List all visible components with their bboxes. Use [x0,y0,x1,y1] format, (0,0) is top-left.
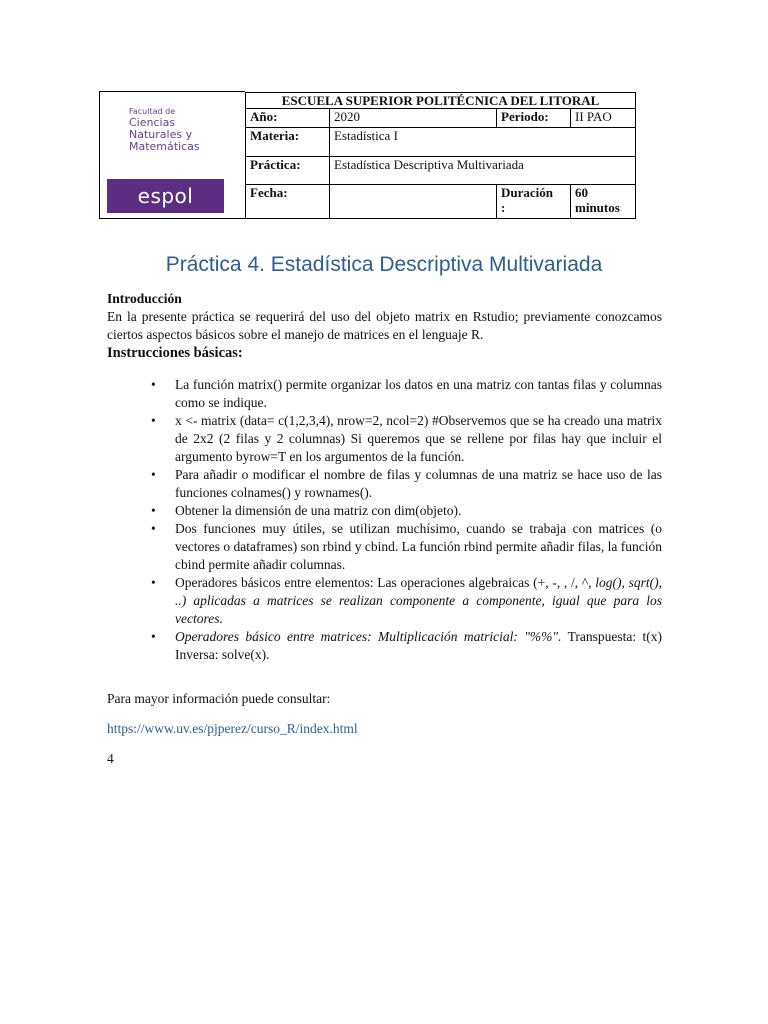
faculty-small-label: Facultad de [129,107,176,116]
practice-label: Práctica: [246,157,330,185]
list-item: • Dos funciones muy útiles, se utilizan muchísimo, cuando se trabaja con matrices (o vectores o dataframes) son rbind y cbind. La función rbind permite añadir filas, la función cbind permite añadir columnas. [175,520,662,574]
institution-name: ESCUELA SUPERIOR POLITÉCNICA DEL LITORAL [246,93,636,109]
list-item [175,628,662,664]
item-text: Transpuesta: t(x) Inversa: solve(x). [175,629,663,662]
list-item: • x <- matrix (data= c(1,2,3,4), nrow=2, ncol=2) #Observemos que se ha creado una matrix de 2x2 (2 filas y 2 columnas) Si queremos que se rellene por filas hay que incluir el argumento byrow=T en los argumentos de la función. [175,412,662,466]
period-label: Periodo: [497,109,571,128]
espol-logo: espol [107,179,224,213]
list-item: • Para añadir o modificar el nombre de filas y columnas de una matriz se hace uso de las funciones colnames() y rownames(). [175,466,662,502]
more-info-text: Para mayor información puede consultar: [107,691,331,706]
year-label: Año: [246,109,330,128]
duration-value-line: minutos [575,200,620,215]
faculty-logo [99,91,245,219]
subject-label: Materia: [246,128,330,157]
page-title: Práctica 4. Estadística Descriptiva Multivariada [165,253,603,276]
item-text: Operadores básicos entre elementos: Las operaciones algebraicas (+, -, , /, ^, [175,575,596,590]
page-number: 4 [107,751,114,766]
item-text-italic: log(), sqrt(), ..) aplicadas a matrices se realizan componente a componente, igual que para los vectores. [175,575,662,626]
year-value: 2020 [330,109,497,128]
faculty-line: Naturales y [129,127,193,141]
instructions-heading: Instrucciones básicas: [107,345,243,361]
practice-value: Estadística Descriptiva Multivariada [330,157,636,185]
faculty-line: Matemáticas [129,139,200,153]
intro-text: En la presente práctica se requerirá del uso del objeto matrix en Rstudio; previamente conozcamos ciertos aspectos básicos sobre el manejo de matrices en el lenguaje R. [107,309,662,342]
document-header [99,91,635,220]
date-value [330,185,497,219]
intro-heading: Introducción [107,291,182,306]
list-item: • La función matrix() permite organizar los datos en una matriz con tantas filas y columnas como se indique. [175,376,662,412]
period-value: II PAO [571,109,636,128]
list-item: • Obtener la dimensión de una matriz con dim(objeto). [175,502,662,520]
item-text-italic: Operadores básico entre matrices: Multiplicación matricial: "%%". [175,629,562,644]
list-item [175,574,662,628]
faculty-name [129,108,200,153]
date-label: Fecha: [246,185,330,219]
document-body [107,290,662,768]
instructions-list [107,376,662,664]
duration-label-line: : [501,200,506,215]
duration-label [497,185,571,219]
duration-label-line: Duración [501,185,553,200]
reference-link[interactable]: https://www.uv.es/pjperez/curso_R/index.html [107,721,358,736]
faculty-line: Ciencias [129,115,176,129]
subject-value: Estadística I [330,128,636,157]
duration-value-line: 60 [575,185,588,200]
duration-value [571,185,636,219]
header-info-table [245,92,636,219]
